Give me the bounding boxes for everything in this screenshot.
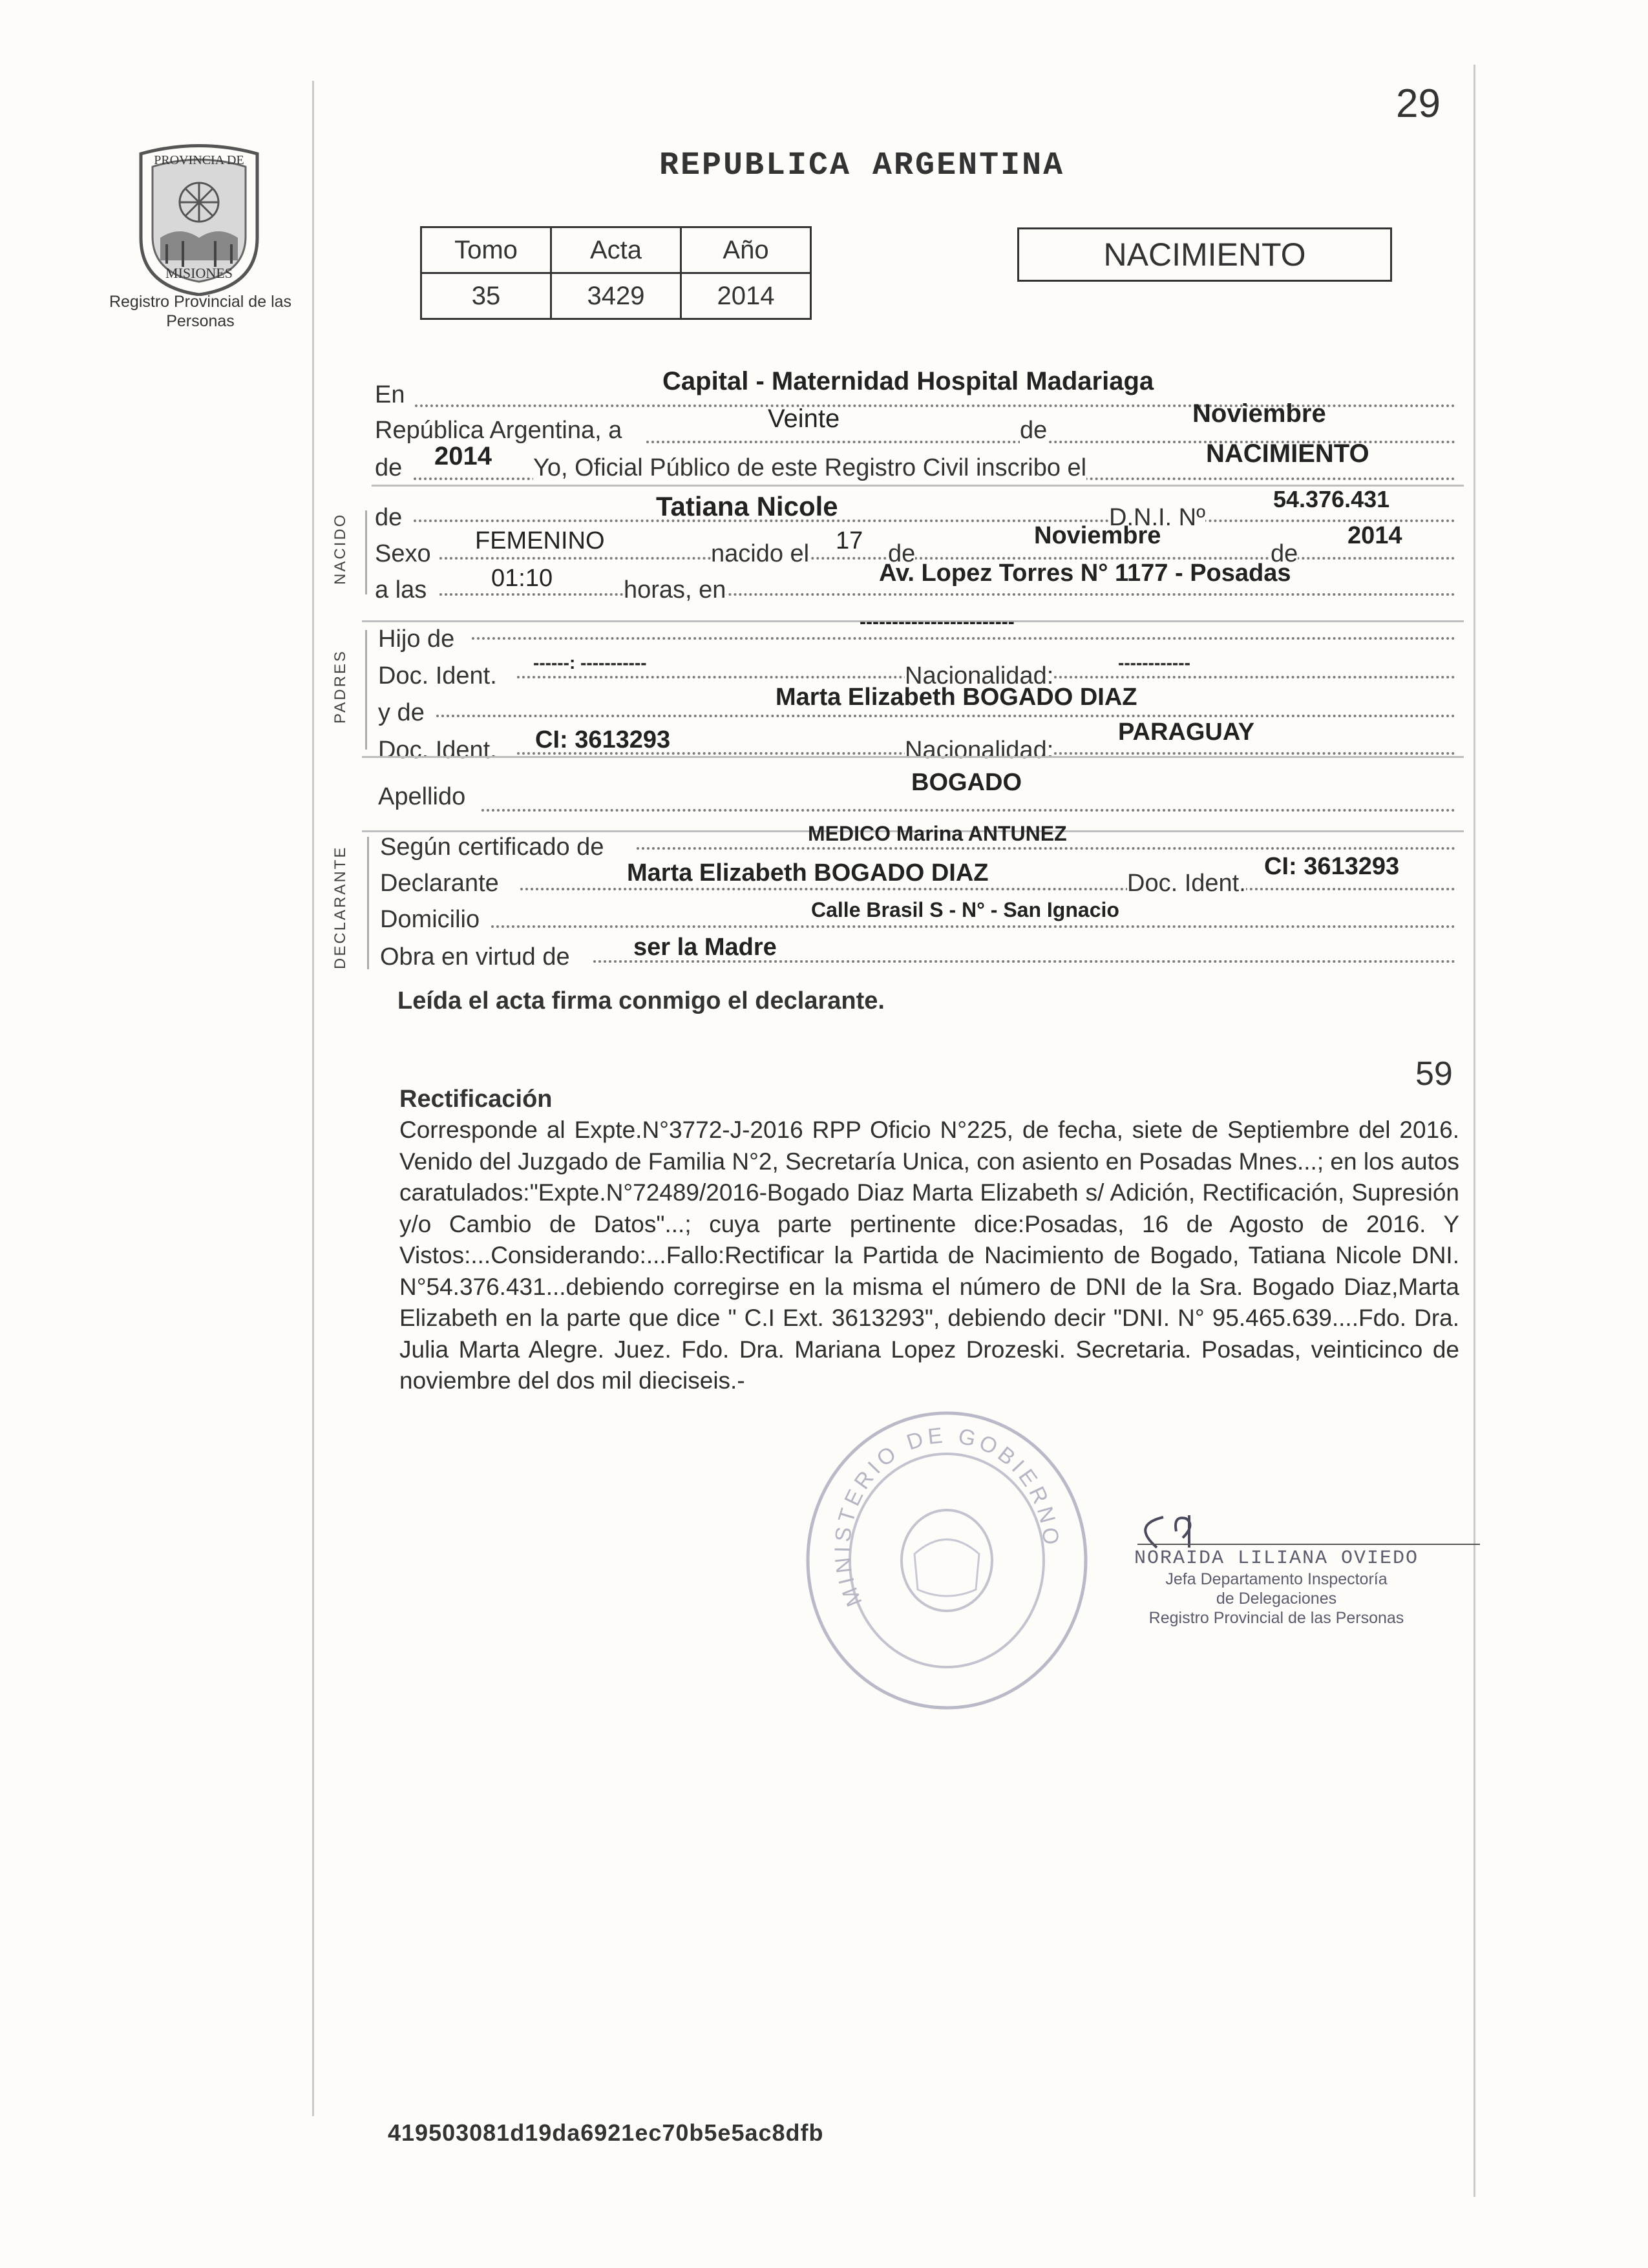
mother-nationality-label: Nacionalidad: (905, 737, 1054, 764)
father-doc-label: Doc. Ident. (378, 662, 497, 689)
declarant-doc-value: CI: 3613293 (1264, 853, 1400, 880)
record-type-box: NACIMIENTO (1017, 227, 1392, 282)
apellido-label: Apellido (378, 783, 466, 810)
stamp-text: MINISTERIO DE GOBIERNO (830, 1423, 1064, 1610)
signer-block (1121, 1548, 1431, 1628)
signer-name: NORAIDA LILIANA OVIEDO (1134, 1548, 1419, 1570)
hijo-de-label: Hijo de (378, 625, 455, 653)
de-label-1: de (1020, 417, 1048, 444)
father-nationality-value: ------------ (1118, 653, 1190, 673)
month-value: Noviembre (1192, 399, 1326, 428)
capacity-value: ser la Madre (633, 934, 777, 961)
obra-label: Obra en virtud de (380, 943, 570, 971)
birth-month-value: Noviembre (1034, 522, 1161, 549)
sex-value: FEMENINO (475, 527, 605, 554)
horas-en-label: horas, en (624, 576, 726, 604)
record-value-acta: 3429 (551, 273, 681, 319)
father-nationality-label: Nacionalidad: (905, 662, 1054, 689)
section-bar-declarante (367, 837, 369, 969)
declarante-label: Declarante (380, 870, 499, 897)
signer-title-1: Jefa Departamento Inspectoría (1165, 1570, 1388, 1588)
mother-doc-label: Doc. Ident. (378, 737, 497, 764)
segun-label: Según certificado de (380, 834, 604, 861)
de-label-4: de (888, 540, 916, 567)
right-margin-rule (1474, 65, 1475, 2197)
mother-nationality-value: PARAGUAY (1118, 719, 1255, 746)
seal-text-bottom: MISIONES (165, 265, 233, 281)
record-header-ano: Año (681, 227, 811, 273)
de-label-2: de (375, 454, 403, 481)
provincia-de-misiones-seal-icon (121, 141, 277, 296)
surname-value: BOGADO (911, 769, 1022, 796)
domicilio-label: Domicilio (380, 906, 480, 933)
divider-apellido-top (362, 756, 1464, 758)
day-value: Veinte (768, 404, 840, 433)
child-name-value: Tatiana Nicole (656, 491, 838, 521)
mother-value: Marta Elizabeth BOGADO DIAZ (776, 684, 1137, 711)
record-header-acta: Acta (551, 227, 681, 273)
republica-label: República Argentina, a (375, 417, 622, 444)
birth-place-value: Av. Lopez Torres N° 1177 - Posadas (879, 560, 1291, 587)
certificate-value: MEDICO Marina ANTUNEZ (808, 822, 1067, 845)
y-de-label: y de (378, 699, 425, 726)
en-label: En (375, 381, 405, 408)
dni-value: 54.376.431 (1273, 486, 1390, 512)
address-value: Calle Brasil S - N° - San Ignacio (811, 898, 1119, 921)
record-header-tomo: Tomo (421, 227, 551, 273)
birth-time-value: 01:10 (491, 565, 553, 592)
handwritten-signature-icon (1118, 1512, 1480, 1551)
seal-text-top: PROVINCIA DE (154, 153, 244, 167)
margin-number: 59 (1415, 1055, 1453, 1093)
nacido-el-label: nacido el (711, 540, 810, 567)
father-doc-value: ------: ----------- (533, 653, 647, 673)
father-value: ------------------------ (860, 611, 1015, 633)
sexo-label: Sexo (375, 540, 431, 567)
mother-doc-value: CI: 3613293 (535, 726, 671, 753)
section-bar-nacido (365, 510, 367, 594)
dni-label: D.N.I. Nº (1109, 504, 1205, 531)
svg-text:MINISTERIO DE GOBIERNO (830, 1423, 1064, 1610)
section-bar-padres (365, 630, 367, 750)
birth-year-value: 2014 (1347, 522, 1402, 549)
document-hash: 419503081d19da6921ec70b5e5ac8dfb (388, 2119, 824, 2146)
year-value: 2014 (434, 442, 492, 470)
yo-label: Yo, Oficial Público de este Registro Civil inscribo el (533, 454, 1087, 481)
closing-statement: Leída el acta firma conmigo el declarante. (397, 987, 885, 1014)
record-table (420, 226, 812, 320)
de-label-3: de (375, 504, 403, 531)
record-value-row (421, 273, 811, 319)
place-value: Capital - Maternidad Hospital Madariaga (662, 367, 1154, 395)
document-title: REPUBLICA ARGENTINA (659, 147, 1065, 184)
official-seal-stamp-icon (801, 1409, 1092, 1712)
rectification-body: Corresponde al Expte.N°3772-J-2016 RPP Oficio N°225, de fecha, siete de Septiembre del 2016. Venido del Juzgado de Familia N°2, Secretaría Unica, con asiento en Posadas Mnes...; en los autos caratulados:"Expte.N°72489/2016-Bogado Diaz Marta Elizabeth s/ Adición, Rectificación, Supresión y/o Cambio de Datos"...; cuya parte pertinente dice:Posadas, 16 de Agosto de 2016. Y Vistos:...Considerando:...Fallo:Rectificar la Partida de Nacimiento de Bogado, Tatiana Nicole DNI. N°54.376.431...debiendo corregirse en la misma el número de DNI de la Sra. Bogado Diaz,Marta Elizabeth en la parte que dice " C.I Ext. 3613293", debiendo decir "DNI. N° 95.465.639....Fdo. Dra. Julia Marta Alegre. Juez. Fdo. Dra. Mariana Lopez Drozeski. Secretaria. Posadas, veinticinco de noviembre del dos mil dieciseis.- (399, 1117, 1459, 1394)
registry-label: Registro Provincial de las Personas (109, 293, 292, 330)
record-value-tomo: 35 (421, 273, 551, 319)
birth-day-value: 17 (836, 527, 863, 554)
rectification-heading: Rectificación (399, 1086, 553, 1113)
a-las-label: a las (375, 576, 427, 604)
section-label-padres: PADRES (332, 649, 349, 724)
declarant-doc-label: Doc. Ident. (1127, 870, 1246, 897)
section-label-nacido: NACIDO (332, 512, 349, 585)
act-type-value: NACIMIENTO (1206, 439, 1369, 468)
signer-title-2: de Delegaciones (1216, 1590, 1337, 1608)
declarant-value: Marta Elizabeth BOGADO DIAZ (627, 859, 989, 887)
signer-title-3: Registro Provincial de las Personas (1148, 1609, 1404, 1627)
section-label-declarante: DECLARANTE (332, 845, 349, 969)
record-header-row (421, 227, 811, 273)
de-label-5: de (1271, 540, 1298, 567)
left-margin-rule (312, 81, 314, 2116)
record-value-ano: 2014 (681, 273, 811, 319)
page-number: 29 (1396, 81, 1441, 126)
